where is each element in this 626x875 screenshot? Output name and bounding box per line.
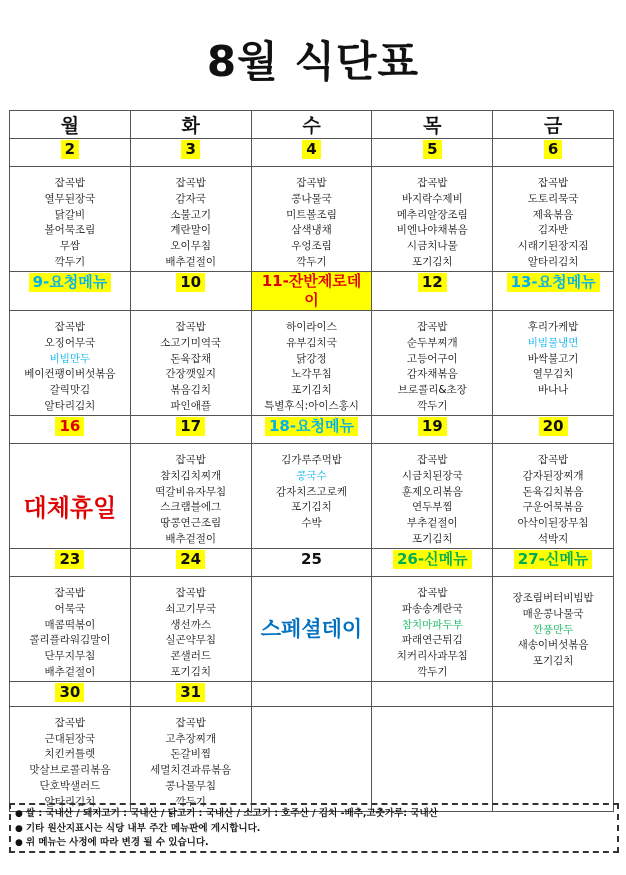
menu-item: 콜리플라워김말이 xyxy=(29,634,111,647)
menu-item: 훈제오리볶음 xyxy=(401,485,463,498)
menu-item: 참치김치찌개 xyxy=(160,469,222,482)
menu-list xyxy=(493,311,613,399)
date-label: 9-요청메뉴 xyxy=(29,273,112,292)
menu-row xyxy=(10,311,614,416)
date-cell xyxy=(130,681,251,706)
bullet-icon: ● xyxy=(15,838,23,848)
menu-cell xyxy=(10,706,131,811)
menu-item: 포기김치 xyxy=(532,655,574,668)
menu-item: 참치마파두부 xyxy=(401,618,463,631)
menu-item: 배추겉절이 xyxy=(44,665,96,678)
date-cell xyxy=(10,139,131,167)
notice-line xyxy=(15,822,613,837)
menu-cell xyxy=(372,444,493,549)
date-cell xyxy=(372,272,493,311)
date-label: 11-잔반제로데이 xyxy=(252,272,372,310)
menu-item: 알타리김치 xyxy=(44,795,96,808)
menu-item: 배추겉절이 xyxy=(165,532,217,545)
notice-box xyxy=(9,803,619,853)
date-cell xyxy=(493,416,614,444)
menu-item: 볼어묵조림 xyxy=(44,224,96,237)
date-cell xyxy=(372,549,493,577)
menu-item: 잡곡밥 xyxy=(175,716,206,729)
menu-item: 떡갈비유자무침 xyxy=(155,485,227,498)
notice-line xyxy=(15,807,613,822)
date-label: 5 xyxy=(423,140,441,159)
menu-list xyxy=(131,167,251,271)
menu-item: 포기김치 xyxy=(291,501,332,514)
date-row xyxy=(10,549,614,577)
menu-item: 베이컨팽이버섯볶음 xyxy=(24,368,116,381)
menu-item: 잡곡밥 xyxy=(537,177,569,189)
menu-item: 파인애플 xyxy=(170,399,211,412)
date-label: 19 xyxy=(418,417,447,436)
menu-item: 배추겉절이 xyxy=(165,255,217,268)
menu-item: 고등어구이 xyxy=(406,352,458,365)
menu-item: 생선까스 xyxy=(170,618,211,631)
menu-item: 단무지무침 xyxy=(44,650,96,663)
menu-item: 하이라이스 xyxy=(286,321,337,333)
menu-item: 잡곡밥 xyxy=(54,587,86,599)
menu-cell xyxy=(251,167,372,272)
menu-item: 깍두기 xyxy=(296,255,327,268)
date-cell xyxy=(251,416,372,444)
date-label: 10 xyxy=(176,273,205,292)
menu-item: 감자된장찌개 xyxy=(522,469,584,482)
notice-other-origin: 기타 원산지표시는 식당 내부 주간 메뉴판에 게시합니다. xyxy=(25,822,261,834)
menu-item: 치커리사과무침 xyxy=(396,650,468,663)
menu-item: 닭갈비 xyxy=(54,208,86,221)
menu-item: 제육볶음 xyxy=(532,208,574,221)
menu-item: 잡곡밥 xyxy=(175,177,206,189)
menu-item: 오이무침 xyxy=(170,240,211,253)
menu-item: 포기김치 xyxy=(170,665,211,678)
menu-item: 알타리김치 xyxy=(44,399,96,412)
menu-item: 계란말이 xyxy=(170,224,211,237)
date-label: 13-요청메뉴 xyxy=(507,273,600,292)
menu-item: 미트볼조림 xyxy=(286,208,337,221)
menu-item: 간장깻잎지 xyxy=(165,368,217,381)
menu-cell xyxy=(372,577,493,682)
menu-cell xyxy=(251,311,372,416)
menu-item: 잡곡밥 xyxy=(537,454,569,466)
menu-item: 고추장찌개 xyxy=(165,732,217,745)
menu-item: 시래기된장지짐 xyxy=(517,240,589,253)
menu-cell xyxy=(251,444,372,549)
date-label: 31 xyxy=(176,683,205,702)
menu-list xyxy=(252,311,372,415)
date-label: 26-신메뉴 xyxy=(393,550,472,569)
menu-item: 치킨커틀렛 xyxy=(44,748,96,761)
menu-item: 포기김치 xyxy=(291,384,332,397)
menu-list xyxy=(372,311,492,415)
menu-item: 잡곡밥 xyxy=(417,454,448,466)
menu-item: 잡곡밥 xyxy=(296,177,327,189)
date-label: 25 xyxy=(301,550,322,568)
menu-item: 후리가케밥 xyxy=(527,321,579,333)
menu-item: 포기김치 xyxy=(412,255,453,268)
bullet-icon: ● xyxy=(15,823,23,834)
menu-item: 시금치나물 xyxy=(406,240,458,253)
page-title: 8월 식단표 xyxy=(206,37,420,86)
menu-item: 깍두기 xyxy=(175,795,206,808)
menu-item: 땅콩연근조림 xyxy=(160,517,222,530)
date-label: 3 xyxy=(181,140,199,159)
menu-item: 장조림버터비빔밥 xyxy=(512,592,594,604)
menu-cell xyxy=(493,444,614,549)
menu-cell xyxy=(251,577,372,682)
menu-item: 연두부찜 xyxy=(412,501,453,514)
menu-item: 잡곡밥 xyxy=(417,321,448,333)
menu-item: 잡곡밥 xyxy=(175,587,206,599)
menu-item: 볶음김치 xyxy=(170,384,211,397)
bullet-icon: ● xyxy=(15,809,23,819)
menu-list xyxy=(10,444,130,522)
weekday-header-row xyxy=(10,111,614,139)
menu-list xyxy=(10,167,130,271)
notice-origin: 쌀 : 국내산 / 돼지고기 : 국내산 / 닭고기 : 국내산 / 소고기 : 호주산 / 김치 -배추,고춧가루: 국내산 xyxy=(25,808,438,819)
date-cell xyxy=(493,139,614,167)
menu-item: 근대된장국 xyxy=(44,732,96,745)
menu-row xyxy=(10,167,614,272)
menu-cell xyxy=(493,706,614,811)
menu-item: 단호박샐러드 xyxy=(39,779,101,792)
menu-item: 매콤떡볶이 xyxy=(44,618,96,631)
menu-cell xyxy=(372,311,493,416)
menu-item: 파래연근튀김 xyxy=(401,634,463,647)
date-label: 4 xyxy=(302,140,320,159)
date-label: 16 xyxy=(55,417,84,436)
menu-item: 비빔물냉면 xyxy=(527,336,579,349)
date-cell xyxy=(251,549,372,577)
date-label: 18-요청메뉴 xyxy=(265,417,358,436)
weekday-tue: 화 xyxy=(130,111,251,139)
menu-list xyxy=(10,707,130,811)
menu-list xyxy=(372,577,492,681)
menu-list xyxy=(10,311,130,415)
menu-item: 삼색냉채 xyxy=(291,224,332,237)
menu-item: 소고기미역국 xyxy=(160,336,222,349)
menu-item: 열무된장국 xyxy=(44,192,96,205)
menu-item: 무쌈 xyxy=(59,240,81,253)
menu-list xyxy=(372,444,492,548)
menu-item: 시금치된장국 xyxy=(401,469,463,482)
date-label: 6 xyxy=(544,140,562,159)
menu-row xyxy=(10,444,614,549)
weekday-fri: 금 xyxy=(493,111,614,139)
menu-item: 바나나 xyxy=(537,384,569,397)
menu-list xyxy=(131,444,251,548)
menu-item: 부추겉절이 xyxy=(406,517,458,530)
date-cell xyxy=(10,549,131,577)
menu-item: 비빔만두 xyxy=(49,352,91,365)
date-cell xyxy=(251,272,372,311)
date-label: 20 xyxy=(539,417,568,436)
date-cell xyxy=(251,139,372,167)
menu-cell xyxy=(251,706,372,811)
menu-list xyxy=(372,707,492,716)
holiday-label: 대체휴일 xyxy=(23,494,117,522)
menu-item: 비엔나야채볶음 xyxy=(396,224,468,237)
menu-item: 포기김치 xyxy=(412,532,453,545)
menu-item: 도토리묵국 xyxy=(527,192,579,205)
menu-item: 깐풍만두 xyxy=(532,623,574,636)
date-cell xyxy=(493,681,614,706)
menu-list xyxy=(493,444,613,548)
special-day-label: 스페셜데이 xyxy=(260,617,363,641)
date-label: 30 xyxy=(55,683,84,702)
menu-list xyxy=(131,707,251,811)
menu-list xyxy=(372,167,492,271)
menu-item: 잡곡밥 xyxy=(54,716,86,729)
date-cell xyxy=(130,416,251,444)
menu-calendar xyxy=(9,110,614,812)
date-cell xyxy=(251,681,372,706)
menu-item: 구운어묵볶음 xyxy=(522,501,584,514)
date-label: 17 xyxy=(176,417,205,436)
menu-list xyxy=(493,707,613,716)
menu-list xyxy=(131,577,251,681)
menu-item: 깍두기 xyxy=(417,665,448,678)
menu-item: 콩국수 xyxy=(296,469,327,482)
menu-item: 노각무침 xyxy=(291,368,332,381)
menu-item: 세멸치견과류볶음 xyxy=(150,764,232,777)
menu-item: 갈릭맛김 xyxy=(49,384,91,397)
menu-list xyxy=(252,707,372,716)
weekday-thu: 목 xyxy=(372,111,493,139)
menu-row xyxy=(10,577,614,682)
menu-item: 알타리김치 xyxy=(527,255,579,268)
menu-cell xyxy=(10,167,131,272)
notice-change: 위 메뉴는 사정에 따라 변경 될 수 있습니다. xyxy=(25,837,209,848)
menu-item: 맛살브로콜리볶음 xyxy=(29,764,111,777)
menu-item: 콘샐러드 xyxy=(170,650,211,663)
menu-item: 잡곡밥 xyxy=(54,321,86,333)
menu-cell xyxy=(493,577,614,682)
weeks-body xyxy=(10,139,614,812)
date-label: 12 xyxy=(418,273,447,292)
menu-list xyxy=(131,311,251,415)
menu-item: 잡곡밥 xyxy=(175,321,206,333)
menu-item: 돈육잡채 xyxy=(170,352,211,365)
date-cell xyxy=(130,549,251,577)
menu-item: 감자국 xyxy=(175,192,206,205)
date-cell xyxy=(130,139,251,167)
menu-item: 실곤약무침 xyxy=(165,634,217,647)
menu-item: 메추리알장조림 xyxy=(396,208,468,221)
menu-item: 브로콜리&초장 xyxy=(397,384,467,397)
menu-item: 매운콩나물국 xyxy=(522,607,584,620)
menu-item: 순두부찌개 xyxy=(406,336,458,349)
menu-item: 콩나물국 xyxy=(291,192,332,205)
date-label: 27-신메뉴 xyxy=(514,550,593,569)
menu-item: 파송송계란국 xyxy=(401,602,463,615)
date-cell xyxy=(10,681,131,706)
notice-line xyxy=(15,836,613,851)
menu-list xyxy=(493,167,613,271)
date-row xyxy=(10,272,614,311)
date-cell xyxy=(493,272,614,311)
date-cell xyxy=(372,139,493,167)
menu-item: 스크램블에그 xyxy=(160,501,222,514)
date-row xyxy=(10,416,614,444)
date-row xyxy=(10,681,614,706)
menu-item: 감자채볶음 xyxy=(406,368,458,381)
menu-cell xyxy=(10,311,131,416)
menu-item: 돈갈비찜 xyxy=(170,748,211,761)
menu-cell xyxy=(493,311,614,416)
date-cell xyxy=(372,416,493,444)
menu-item: 소불고기 xyxy=(170,208,211,221)
menu-item: 잡곡밥 xyxy=(54,177,86,189)
menu-item: 돈육김치볶음 xyxy=(522,485,584,498)
menu-item: 유부김치국 xyxy=(286,336,337,349)
menu-cell xyxy=(130,444,251,549)
menu-cell xyxy=(130,577,251,682)
menu-cell xyxy=(10,444,131,549)
date-cell xyxy=(493,549,614,577)
date-cell xyxy=(10,416,131,444)
menu-item: 오징어무국 xyxy=(44,336,96,349)
menu-item: 감자치즈고로케 xyxy=(275,485,347,498)
menu-cell xyxy=(372,706,493,811)
menu-item: 잡곡밥 xyxy=(417,587,448,599)
menu-list xyxy=(10,577,130,681)
date-cell xyxy=(130,272,251,311)
menu-item: 쇠고기무국 xyxy=(165,602,217,615)
menu-cell xyxy=(130,706,251,811)
menu-item: 석박지 xyxy=(537,532,569,545)
menu-list xyxy=(252,577,372,642)
menu-item: 아삭이된장무침 xyxy=(517,517,589,530)
date-label: 23 xyxy=(55,550,84,569)
menu-list xyxy=(252,444,372,532)
menu-cell xyxy=(372,167,493,272)
date-row xyxy=(10,139,614,167)
menu-cell xyxy=(130,167,251,272)
menu-item: 깍두기 xyxy=(54,255,86,268)
menu-item: 어묵국 xyxy=(54,602,86,615)
menu-item: 콩나물무침 xyxy=(165,779,217,792)
menu-cell xyxy=(130,311,251,416)
date-cell xyxy=(372,681,493,706)
menu-item: 잡곡밥 xyxy=(417,177,448,189)
menu-list xyxy=(252,167,372,271)
menu-row xyxy=(10,706,614,811)
menu-list xyxy=(493,577,613,670)
menu-item: 잡곡밥 xyxy=(175,454,206,466)
date-cell xyxy=(10,272,131,311)
menu-item: 바싹불고기 xyxy=(527,352,579,365)
menu-item: 닭강정 xyxy=(296,352,327,365)
weekday-wed: 수 xyxy=(251,111,372,139)
date-label: 24 xyxy=(176,550,205,569)
menu-cell xyxy=(493,167,614,272)
menu-item: 새송이버섯볶음 xyxy=(517,639,589,652)
menu-item: 열무김치 xyxy=(532,368,574,381)
weekday-mon: 월 xyxy=(10,111,131,139)
date-label: 2 xyxy=(61,140,79,159)
menu-item: 김자반 xyxy=(537,224,569,237)
menu-item: 우엉조림 xyxy=(291,240,332,253)
menu-item: 바지락수제비 xyxy=(401,192,463,205)
menu-item: 김가루주먹밥 xyxy=(281,454,342,466)
menu-item: 깍두기 xyxy=(417,399,448,412)
menu-item: 수박 xyxy=(301,517,322,530)
menu-cell xyxy=(10,577,131,682)
menu-item: 특별후식:아이스홍시 xyxy=(264,399,359,412)
